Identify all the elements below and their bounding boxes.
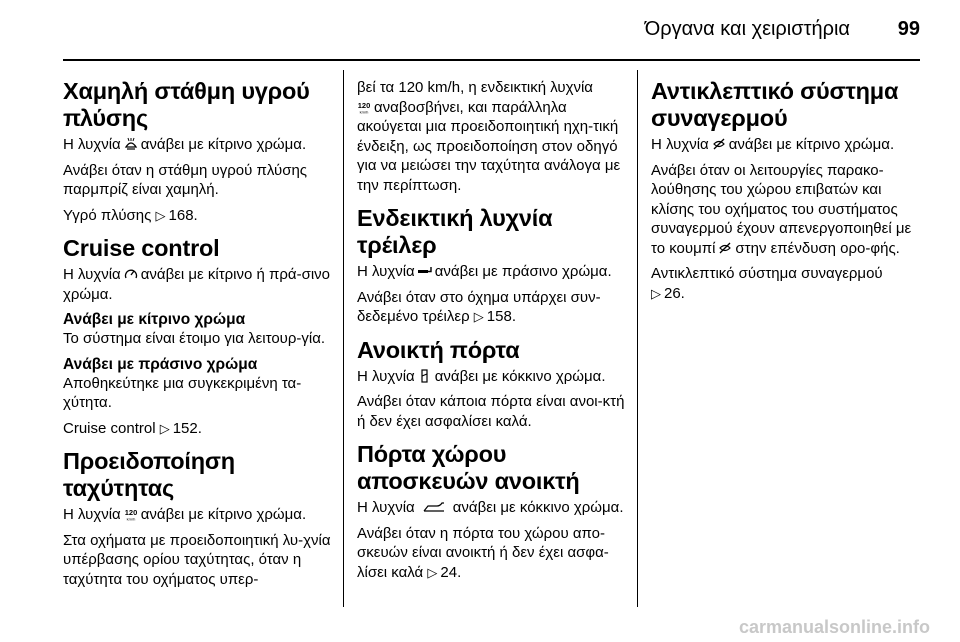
reference-arrow-icon: ▷	[427, 564, 438, 580]
section-washer-fluid	[63, 78, 333, 225]
section-title: Προειδοποίηση ταχύτητας	[63, 448, 235, 501]
svg-text:km/h: km/h	[126, 516, 136, 521]
paragraph: Στα οχήματα με προειδοποιητική λυ-χνία υπέρβασης ορίου ταχύτητας, όταν η ταχύτητα του οχήματος υπερ-	[63, 531, 331, 588]
column-2	[357, 78, 627, 592]
paragraph: Ανάβει όταν κάποια πόρτα είναι ανοι-κτή ή δεν έχει ασφαλίσει καλά.	[357, 393, 625, 430]
section-title: Χαμηλή στάθμη υγρού πλύσης	[63, 78, 310, 131]
trunk-open-icon	[423, 500, 445, 514]
trailer-icon	[418, 264, 432, 278]
section-trailer	[357, 205, 627, 327]
cross-reference[interactable]: Υγρό πλύσης ▷ 168.	[63, 206, 198, 224]
cruise-control-icon	[124, 267, 138, 281]
paragraph: βεί τα 120 km/h, η ενδεικτική λυχνία 120 km/h αναβοσβήνει, και παράλληλα ακούγεται μια προειδοποιητική ηχη-τική ένδειξη, ως προειδοποίηση στον οδηγό για να μειώσει την ταχύτητα ανάλογα με την περίπτωση.	[357, 79, 621, 194]
watermark: carmanualsonline.info	[738, 617, 930, 637]
cross-reference[interactable]: Cruise control ▷ 152.	[63, 419, 202, 437]
subsection-green	[63, 355, 333, 413]
paragraph: Η λυχνία ανάβει με κίτρινο χρώμα.	[651, 136, 895, 153]
paragraph: Η λυχνία ανάβει με κίτρινο χρώμα.	[63, 136, 307, 153]
washer-fluid-icon	[124, 137, 138, 151]
reference-arrow-icon: ▷	[155, 207, 166, 223]
reference-arrow-icon: ▷	[159, 420, 170, 436]
paragraph: Αποθηκεύτηκε μια συγκεκριμένη τα-χύτητα.	[63, 374, 302, 411]
subsection-title: Ανάβει με πράσινο χρώμα	[63, 355, 258, 373]
svg-text:km/h: km/h	[359, 109, 369, 114]
subsection-yellow	[63, 310, 333, 349]
alarm-sensor-off-icon	[712, 137, 726, 151]
door-open-icon	[418, 369, 432, 383]
reference-arrow-icon: ▷	[651, 285, 661, 301]
column-divider-1	[343, 70, 344, 607]
cross-reference[interactable]: Αντικλεπτικό σύστημα συναγερμού ▷ 26.	[651, 265, 883, 302]
header-title: Όργανα και χειριστήρια	[644, 18, 850, 40]
section-title: Ανοικτή πόρτα	[357, 336, 520, 363]
section-trunk-open	[357, 441, 627, 582]
alarm-sensor-off-icon	[718, 241, 732, 255]
paragraph: Ανάβει όταν στο όχημα υπάρχει συν-δεδεμένο τρέιλερ ▷ 158.	[357, 288, 601, 325]
reference-arrow-icon: ▷	[473, 309, 484, 324]
svg-text:120: 120	[357, 100, 371, 110]
speed-120-icon	[124, 507, 138, 521]
speed-120-icon	[357, 100, 371, 114]
column-3	[651, 78, 921, 313]
column-1	[63, 78, 333, 599]
section-speed-warning	[63, 448, 333, 589]
paragraph: Ανάβει όταν η πόρτα του χώρου απο-σκευών είναι ανοικτή ή δεν έχει ασφα-λίσει καλά ▷ 24.	[357, 524, 609, 581]
section-title: Αντικλεπτικό σύστημα συναγερμού	[651, 78, 899, 131]
subsection-title: Ανάβει με κίτρινο χρώμα	[63, 311, 246, 328]
paragraph: Η λυχνία ανάβει με κόκκινο χρώμα.	[357, 367, 606, 385]
section-title: Πόρτα χώρου αποσκευών ανοικτή	[357, 441, 580, 494]
paragraph: Η λυχνία ανάβει με πράσινο χρώμα.	[357, 263, 612, 280]
section-title: Ενδεικτική λυχνία τρέιλερ	[357, 205, 553, 258]
svg-text:120: 120	[124, 508, 137, 517]
section-speed-warning-continued	[357, 78, 627, 195]
paragraph: Το σύστημα είναι έτοιμο για λειτουρ-γία.	[63, 330, 326, 347]
column-divider-2	[637, 70, 638, 607]
paragraph: Ανάβει όταν οι λειτουργίες παρακο-λούθησης του χώρου επιβατών και κλίσης του οχήματος του συστήματος συναγερμού έχουν απενεργοποιηθεί με το κουμπί στην επένδυση ορο-φής.	[651, 161, 912, 257]
paragraph: Ανάβει όταν η στάθμη υγρού πλύσης παρμπρίζ είναι χαμηλή.	[63, 161, 308, 198]
page-number: 99	[897, 18, 920, 40]
paragraph: Η λυχνία ανάβει με κίτρινο ή πρά-σινο χρώμα.	[63, 266, 331, 303]
paragraph: Η λυχνία ανάβει με κόκκινο χρώμα.	[357, 499, 624, 516]
paragraph: Η λυχνία 120 km/h ανάβει με κίτρινο χρώμα.	[63, 506, 307, 523]
section-cruise-control	[63, 235, 333, 438]
section-door-open	[357, 337, 627, 432]
section-anti-theft-alarm	[651, 78, 921, 303]
section-title: Cruise control	[63, 235, 220, 261]
header-rule	[63, 59, 920, 61]
